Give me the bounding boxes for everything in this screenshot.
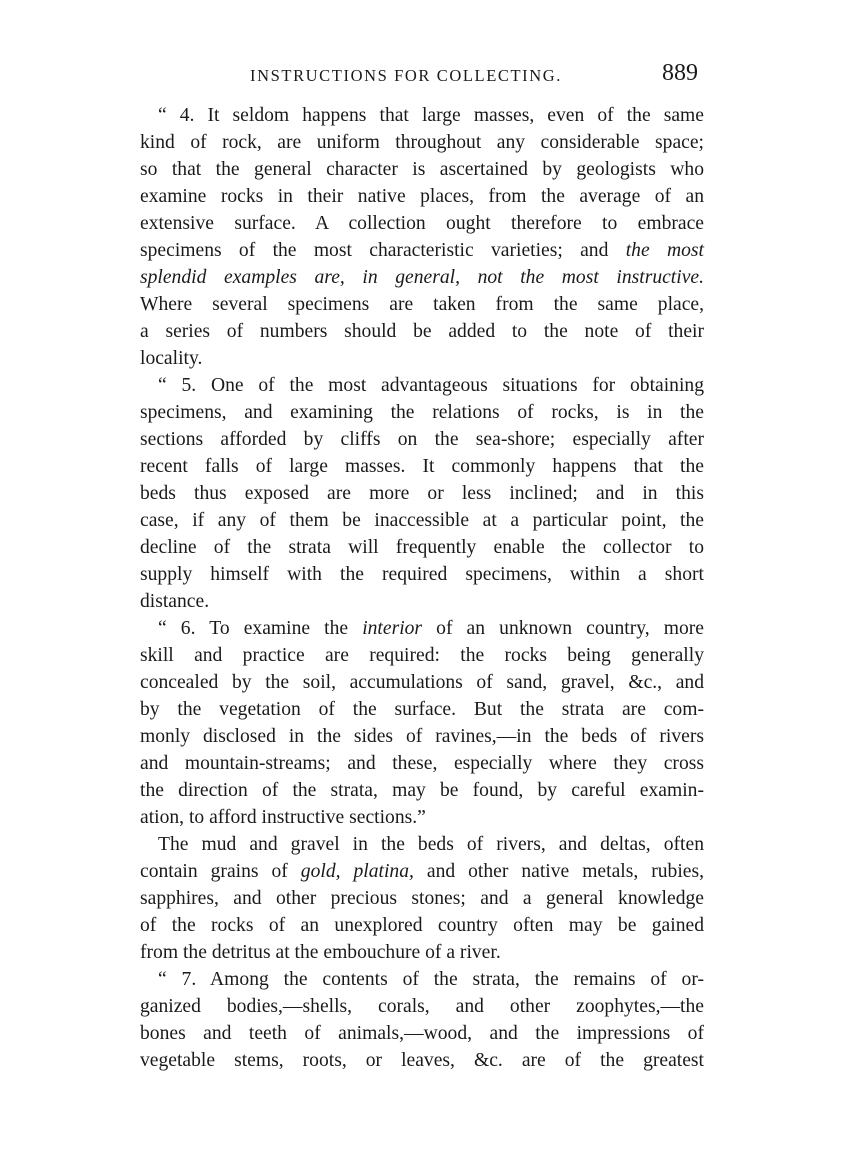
text-line bbox=[140, 345, 704, 372]
text-run: specimens of the most characteristic varieties; and bbox=[140, 240, 626, 261]
text-run: decline of the strata will frequently enable the collector to bbox=[140, 537, 704, 558]
text-line bbox=[140, 588, 704, 615]
text-line bbox=[140, 912, 704, 939]
italic-text-run: the most bbox=[625, 240, 704, 261]
text-line bbox=[140, 507, 704, 534]
text-line bbox=[140, 723, 704, 750]
text-line bbox=[140, 804, 704, 831]
text-run: case, if any of them be inaccessible at a particular point, the bbox=[140, 510, 704, 531]
page-number: 889 bbox=[662, 60, 698, 86]
text-run: by the vegetation of the surface. But the strata are com- bbox=[140, 699, 704, 720]
text-line bbox=[140, 534, 704, 561]
paragraph-p4 bbox=[140, 102, 704, 372]
text-line bbox=[140, 183, 704, 210]
body-text bbox=[140, 102, 704, 1074]
text-line bbox=[140, 561, 704, 588]
text-run: of an unknown country, more bbox=[422, 618, 704, 639]
text-run: sections afforded by cliffs on the sea-shore; especially after bbox=[140, 429, 704, 450]
text-line bbox=[140, 669, 704, 696]
text-line bbox=[140, 399, 704, 426]
text-line bbox=[140, 858, 704, 885]
text-line bbox=[140, 264, 704, 291]
text-run: specimens, and examining the relations of rocks, is in the bbox=[140, 402, 704, 423]
text-run: and mountain-streams; and these, especially where they cross bbox=[140, 753, 704, 774]
italic-text-run: gold, platina, bbox=[300, 861, 414, 882]
text-run: bones and teeth of animals,—wood, and the impressions of bbox=[140, 1023, 704, 1044]
text-line bbox=[140, 453, 704, 480]
text-line bbox=[140, 831, 704, 858]
text-run: skill and practice are required: the rocks being generally bbox=[140, 645, 704, 666]
text-run: beds thus exposed are more or less inclined; and in this bbox=[140, 483, 704, 504]
text-run: from the detritus at the embouchure of a river. bbox=[140, 942, 501, 963]
text-line bbox=[140, 777, 704, 804]
text-line bbox=[140, 426, 704, 453]
text-line bbox=[140, 210, 704, 237]
text-run: recent falls of large masses. It commonly happens that the bbox=[140, 456, 704, 477]
text-line bbox=[140, 642, 704, 669]
text-run: distance. bbox=[140, 591, 210, 612]
text-run: the direction of the strata, may be found, by careful examin- bbox=[140, 780, 704, 801]
text-run: so that the general character is ascertained by geologists who bbox=[140, 159, 704, 180]
text-run: contain grains of bbox=[140, 861, 301, 882]
text-run: ganized bodies,—shells, corals, and other zoophytes,—the bbox=[140, 996, 704, 1017]
text-run: “ 4. It seldom happens that large masses, even of the same bbox=[158, 105, 704, 126]
text-run: sapphires, and other precious stones; and a general knowledge bbox=[140, 888, 704, 909]
text-line bbox=[140, 696, 704, 723]
text-line bbox=[140, 939, 704, 966]
text-run: “ 7. Among the contents of the strata, the remains of or- bbox=[158, 969, 704, 990]
text-run: supply himself with the required specimens, within a short bbox=[140, 564, 704, 585]
text-line bbox=[140, 156, 704, 183]
text-run: a series of numbers should be added to the note of their bbox=[140, 321, 704, 342]
text-run: kind of rock, are uniform throughout any considerable space; bbox=[140, 132, 704, 153]
text-line bbox=[140, 480, 704, 507]
text-run: extensive surface. A collection ought therefore to embrace bbox=[140, 213, 704, 234]
running-title: INSTRUCTIONS FOR COLLECTING. bbox=[250, 66, 563, 85]
text-line bbox=[140, 318, 704, 345]
text-line bbox=[140, 372, 704, 399]
text-line bbox=[140, 615, 704, 642]
text-run: “ 6. To examine the bbox=[158, 618, 363, 639]
text-run: vegetable stems, roots, or leaves, &c. are of the greatest bbox=[140, 1050, 704, 1071]
paragraph-p5 bbox=[140, 372, 704, 615]
text-run: “ 5. One of the most advantageous situations for obtaining bbox=[158, 375, 704, 396]
text-line bbox=[140, 885, 704, 912]
italic-text-run: splendid examples are, in general, not the most instructive. bbox=[140, 267, 704, 288]
paragraph-p-mud bbox=[140, 831, 704, 966]
text-run: and other native metals, rubies, bbox=[413, 861, 704, 882]
text-run: locality. bbox=[140, 348, 203, 369]
paragraph-p6 bbox=[140, 615, 704, 831]
paragraph-p7 bbox=[140, 966, 704, 1074]
text-line bbox=[140, 129, 704, 156]
text-run: of the rocks of an unexplored country often may be gained bbox=[140, 915, 704, 936]
text-line bbox=[140, 993, 704, 1020]
text-line bbox=[140, 1020, 704, 1047]
text-line bbox=[140, 102, 704, 129]
text-line bbox=[140, 966, 704, 993]
text-line bbox=[140, 1047, 704, 1074]
book-page bbox=[140, 58, 704, 1074]
text-run: monly disclosed in the sides of ravines,—in the beds of rivers bbox=[140, 726, 704, 747]
text-run: The mud and gravel in the beds of rivers, and deltas, often bbox=[158, 834, 704, 855]
text-line bbox=[140, 237, 704, 264]
text-run: ation, to afford instructive sections.” bbox=[140, 807, 426, 828]
text-line bbox=[140, 291, 704, 318]
running-head bbox=[140, 58, 704, 92]
text-run: concealed by the soil, accumulations of sand, gravel, &c., and bbox=[140, 672, 704, 693]
text-line bbox=[140, 750, 704, 777]
italic-text-run: interior bbox=[362, 618, 423, 639]
text-run: examine rocks in their native places, from the average of an bbox=[140, 186, 704, 207]
text-run: Where several specimens are taken from the same place, bbox=[140, 294, 704, 315]
